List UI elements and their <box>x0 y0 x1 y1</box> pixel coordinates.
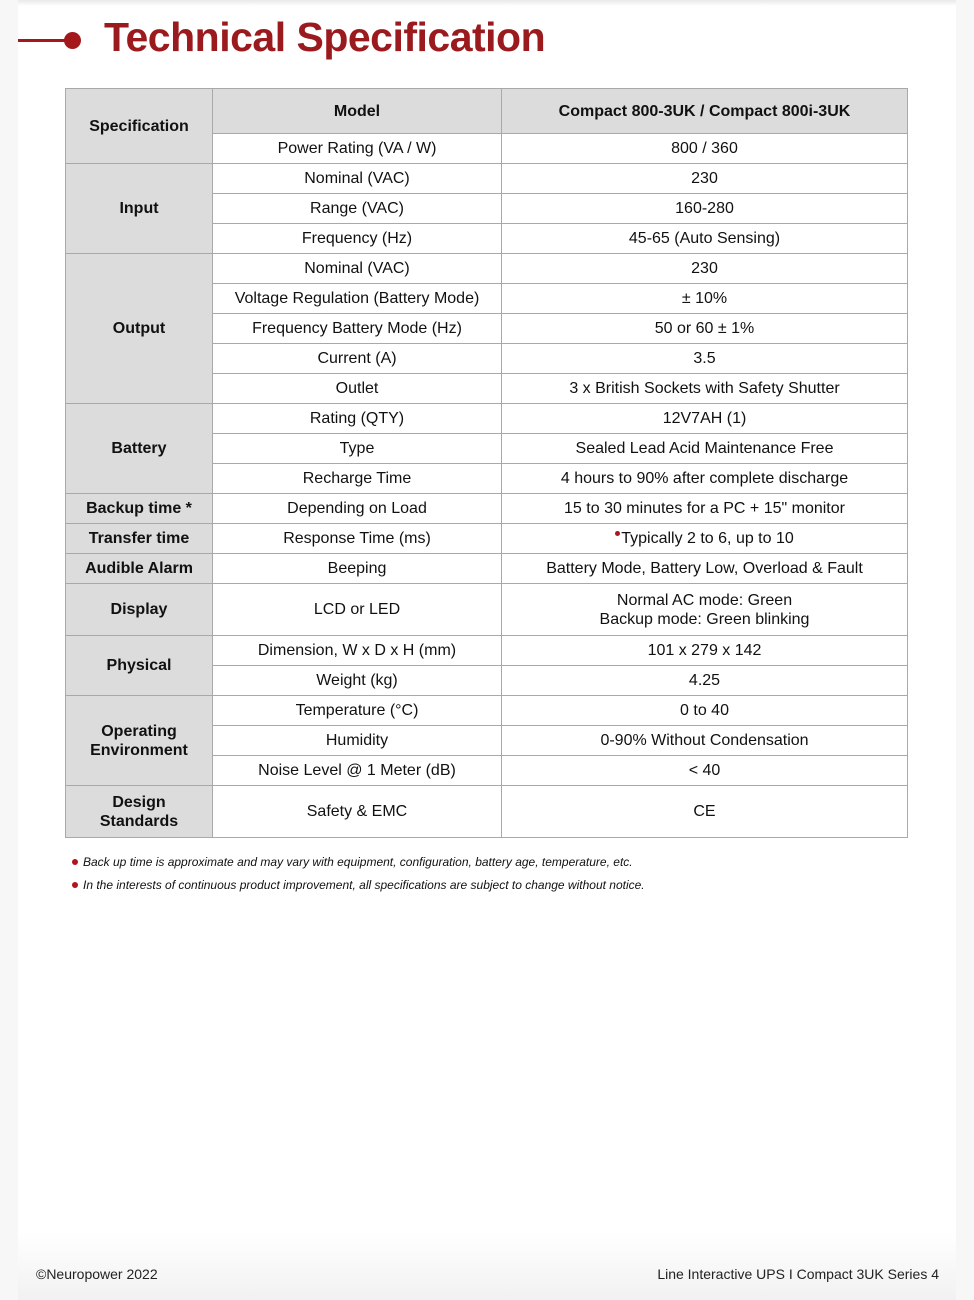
param-cell: Dimension, W x D x H (mm) <box>213 636 502 666</box>
model-value-header-cell: Compact 800-3UK / Compact 800i-3UK <box>502 89 908 134</box>
param-cell: Noise Level @ 1 Meter (dB) <box>213 756 502 786</box>
footnote-text: Back up time is approximate and may vary with equipment, configuration, battery age, temperature, etc. <box>83 855 633 869</box>
param-cell: Weight (kg) <box>213 666 502 696</box>
value-cell: 0-90% Without Condensation <box>502 726 908 756</box>
footnote <box>72 877 645 900</box>
bullet-icon <box>72 882 78 888</box>
param-cell: Rating (QTY) <box>213 404 502 434</box>
category-cell-output: Output <box>66 254 213 404</box>
param-cell: Power Rating (VA / W) <box>213 134 502 164</box>
value-cell: Sealed Lead Acid Maintenance Free <box>502 434 908 464</box>
category-cell-physical: Physical <box>66 636 213 696</box>
category-cell-input: Input <box>66 164 213 254</box>
param-cell: Nominal (VAC) <box>213 164 502 194</box>
model-header-cell: Model <box>213 89 502 134</box>
spec-table <box>65 88 908 838</box>
value-cell: 101 x 279 x 142 <box>502 636 908 666</box>
param-cell: Type <box>213 434 502 464</box>
category-cell-display: Display <box>66 584 213 636</box>
value-cell <box>502 584 908 636</box>
category-cell-audible-alarm: Audible Alarm <box>66 554 213 584</box>
title-accent-dot-icon <box>64 32 81 49</box>
footer-page-info: Line Interactive UPS I Compact 3UK Series 4 <box>657 1266 939 1282</box>
value-cell: < 40 <box>502 756 908 786</box>
value-cell: 50 or 60 ± 1% <box>502 314 908 344</box>
page-title: Technical Specification <box>104 14 546 60</box>
category-line: Operating <box>101 722 177 740</box>
param-cell: Frequency (Hz) <box>213 224 502 254</box>
category-cell-backup-time: Backup time * <box>66 494 213 524</box>
value-cell: 800 / 360 <box>502 134 908 164</box>
param-cell: Voltage Regulation (Battery Mode) <box>213 284 502 314</box>
param-cell: Beeping <box>213 554 502 584</box>
value-cell: CE <box>502 786 908 838</box>
category-cell-design-standards <box>66 786 213 838</box>
category-line: Standards <box>99 812 179 830</box>
value-cell: 3.5 <box>502 344 908 374</box>
param-cell: Safety & EMC <box>213 786 502 838</box>
value-cell: 230 <box>502 164 908 194</box>
value-cell: Battery Mode, Battery Low, Overload & Fault <box>502 554 908 584</box>
value-text: Typically 2 to 6, up to 10 <box>621 530 794 547</box>
red-dot-icon <box>615 531 620 536</box>
param-cell: Current (A) <box>213 344 502 374</box>
value-cell: 45-65 (Auto Sensing) <box>502 224 908 254</box>
value-cell: 4 hours to 90% after complete discharge <box>502 464 908 494</box>
param-cell: Temperature (°C) <box>213 696 502 726</box>
footnote <box>72 854 645 877</box>
footnote-text: In the interests of continuous product improvement, all specifications are subject to change without notice. <box>83 878 645 892</box>
category-cell-operating-environment <box>66 696 213 786</box>
value-cell: 4.25 <box>502 666 908 696</box>
param-cell: Recharge Time <box>213 464 502 494</box>
page-margin-left <box>0 0 18 1300</box>
value-cell: 12V7AH (1) <box>502 404 908 434</box>
param-cell: Frequency Battery Mode (Hz) <box>213 314 502 344</box>
value-cell: 230 <box>502 254 908 284</box>
value-cell <box>502 524 908 554</box>
page-top-shadow <box>18 0 956 6</box>
param-cell: Depending on Load <box>213 494 502 524</box>
category-line: Environment <box>90 741 188 759</box>
value-cell: 3 x British Sockets with Safety Shutter <box>502 374 908 404</box>
param-cell: Range (VAC) <box>213 194 502 224</box>
spec-header-cell: Specification <box>66 89 213 164</box>
value-cell: ± 10% <box>502 284 908 314</box>
value-cell: 0 to 40 <box>502 696 908 726</box>
bullet-icon <box>72 859 78 865</box>
footer-copyright: ©Neuropower 2022 <box>36 1266 158 1282</box>
param-cell: LCD or LED <box>213 584 502 636</box>
param-cell: Humidity <box>213 726 502 756</box>
page-margin-right <box>956 0 974 1300</box>
value-line: Normal AC mode: Green <box>616 591 793 609</box>
param-cell: Outlet <box>213 374 502 404</box>
param-cell: Response Time (ms) <box>213 524 502 554</box>
value-line: Backup mode: Green blinking <box>599 610 810 628</box>
footnotes <box>72 854 645 900</box>
category-line: Design <box>112 793 166 811</box>
param-cell: Nominal (VAC) <box>213 254 502 284</box>
value-cell: 160-280 <box>502 194 908 224</box>
category-cell-transfer-time: Transfer time <box>66 524 213 554</box>
category-cell-battery: Battery <box>66 404 213 494</box>
title-accent-line <box>18 39 70 42</box>
value-cell: 15 to 30 minutes for a PC + 15" monitor <box>502 494 908 524</box>
